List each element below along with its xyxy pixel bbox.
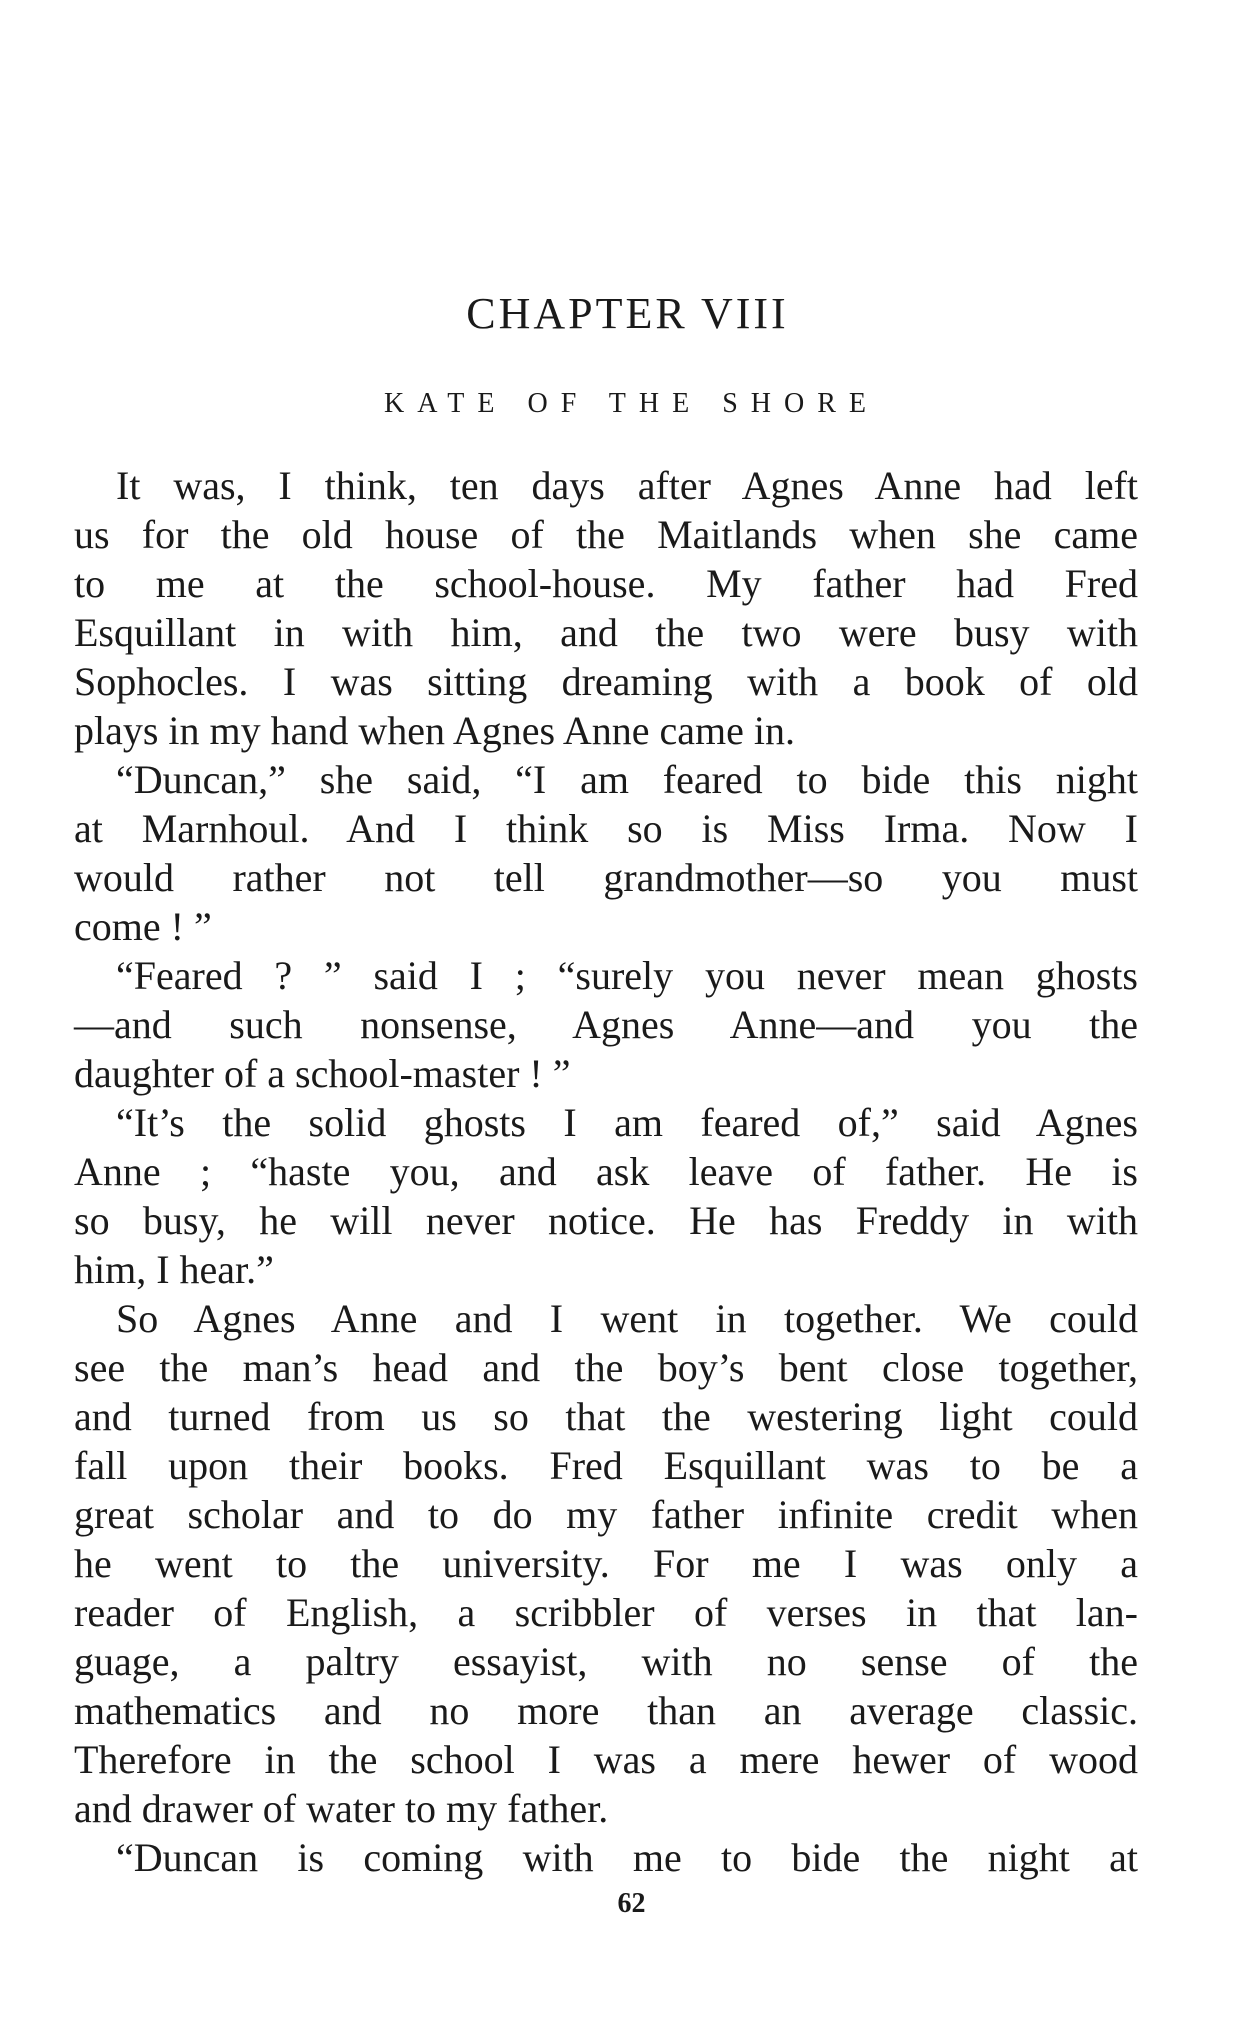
- text-line: [74, 1049, 1138, 1098]
- text-line: [74, 1686, 1138, 1735]
- text-line-content: to me at the school-house. My father had Fred: [74, 561, 1138, 606]
- text-line: [74, 1588, 1138, 1637]
- text-line: [74, 853, 1138, 902]
- text-line-content: guage, a paltry essayist, with no sense of the: [74, 1639, 1138, 1684]
- text-line: [74, 657, 1138, 706]
- text-line: [74, 608, 1138, 657]
- text-line: [74, 1784, 1138, 1833]
- text-line-content: see the man’s head and the boy’s bent close together,: [74, 1345, 1138, 1390]
- text-line-content: daughter of a school-master ! ”: [74, 1051, 571, 1096]
- text-line-content: “It’s the solid ghosts I am feared of,” said Agnes: [116, 1100, 1138, 1145]
- text-line-content: Sophocles. I was sitting dreaming with a book of old: [74, 659, 1138, 704]
- text-line-content: Esquillant in with him, and the two were busy with: [74, 610, 1138, 655]
- page-number: 62: [617, 1888, 646, 1919]
- chapter-subtitle: KATE OF THE SHORE: [383, 388, 880, 419]
- text-line: [74, 510, 1138, 559]
- text-line-content: mathematics and no more than an average classic.: [74, 1688, 1138, 1733]
- text-line-content: at Marnhoul. And I think so is Miss Irma. Now I: [74, 806, 1138, 851]
- text-line: [74, 902, 1138, 951]
- text-line-content: “Feared ? ” said I ; “surely you never mean ghosts: [116, 953, 1138, 998]
- chapter-title: CHAPTER VIII: [466, 289, 789, 338]
- text-line: [74, 1000, 1138, 1049]
- text-line-content: Anne ; “haste you, and ask leave of father. He is: [74, 1149, 1138, 1194]
- text-line-content: come ! ”: [74, 904, 212, 949]
- text-line: [74, 559, 1138, 608]
- text-line-content: reader of English, a scribbler of verses in that lan-: [74, 1590, 1138, 1635]
- text-line-content: —and such nonsense, Agnes Anne—and you the: [74, 1002, 1138, 1047]
- text-line: [74, 1441, 1138, 1490]
- text-line: [74, 1833, 1138, 1882]
- text-line-content: Therefore in the school I was a mere hewer of wood: [74, 1737, 1138, 1782]
- text-line: [74, 951, 1138, 1000]
- text-line-content: great scholar and to do my father infinite credit when: [74, 1492, 1138, 1537]
- text-line: [74, 1147, 1138, 1196]
- text-line-content: and turned from us so that the westering light could: [74, 1394, 1138, 1439]
- text-line: [74, 804, 1138, 853]
- text-line: [74, 1294, 1138, 1343]
- text-line: [74, 1098, 1138, 1147]
- text-line: [74, 1196, 1138, 1245]
- text-line-content: “Duncan,” she said, “I am feared to bide this night: [116, 757, 1138, 802]
- text-line-content: and drawer of water to my father.: [74, 1786, 609, 1831]
- text-line-content: So Agnes Anne and I went in together. We could: [116, 1296, 1138, 1341]
- text-line-content: It was, I think, ten days after Agnes Anne had left: [116, 463, 1138, 508]
- text-line: [74, 461, 1138, 510]
- text-line-content: he went to the university. For me I was only a: [74, 1541, 1138, 1586]
- text-line: [74, 706, 1138, 755]
- text-line-content: him, I hear.”: [74, 1247, 274, 1292]
- text-line: [74, 1735, 1138, 1784]
- text-line: [74, 1392, 1138, 1441]
- text-line: [74, 1245, 1138, 1294]
- text-line-content: plays in my hand when Agnes Anne came in.: [74, 708, 795, 753]
- text-line: [74, 1343, 1138, 1392]
- text-line: [74, 1637, 1138, 1686]
- text-line-content: would rather not tell grandmother—so you must: [74, 855, 1138, 900]
- body-text: [74, 461, 1138, 1882]
- text-line-content: fall upon their books. Fred Esquillant was to be a: [74, 1443, 1138, 1488]
- text-line: [74, 1539, 1138, 1588]
- text-line-content: us for the old house of the Maitlands when she came: [74, 512, 1138, 557]
- text-line-content: “Duncan is coming with me to bide the night at: [116, 1835, 1138, 1880]
- text-line: [74, 1490, 1138, 1539]
- text-line: [74, 755, 1138, 804]
- text-line-content: so busy, he will never notice. He has Freddy in with: [74, 1198, 1138, 1243]
